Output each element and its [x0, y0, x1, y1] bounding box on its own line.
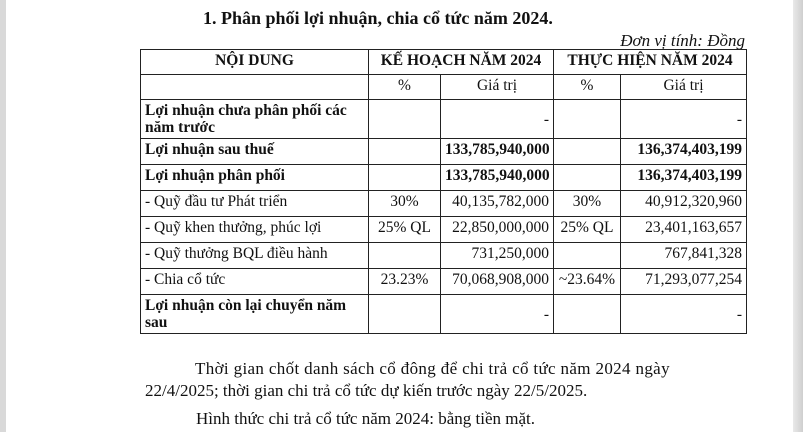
table-row	[141, 217, 747, 243]
plan-pct: 25% QL	[369, 217, 441, 243]
actual-value: 767,841,328	[621, 243, 747, 269]
table-subheader-row	[141, 75, 747, 100]
subheader-plan-value: Giá trị	[441, 75, 554, 100]
actual-value: 40,912,320,960	[621, 191, 747, 217]
actual-value: -	[621, 100, 747, 139]
header-content: NỘI DUNG	[141, 50, 369, 75]
viewer-scrollbar[interactable]	[793, 0, 803, 432]
plan-pct	[369, 139, 441, 165]
subheader-empty	[141, 75, 369, 100]
row-label: - Quỹ đầu tư Phát triển	[141, 191, 369, 217]
table-row	[141, 191, 747, 217]
plan-value: 70,068,908,000	[441, 269, 554, 295]
viewer-left-edge	[0, 0, 6, 432]
plan-value: 133,785,940,000	[441, 139, 554, 165]
plan-pct	[369, 295, 441, 334]
actual-value: 136,374,403,199	[621, 139, 747, 165]
plan-value: -	[441, 295, 554, 334]
plan-pct	[369, 100, 441, 139]
table-row	[141, 243, 747, 269]
plan-value: 133,785,940,000	[441, 165, 554, 191]
actual-pct: 30%	[554, 191, 621, 217]
header-plan: KẾ HOẠCH NĂM 2024	[369, 50, 554, 75]
row-label: - Chia cổ tức	[141, 269, 369, 295]
actual-value: -	[621, 295, 747, 334]
actual-pct	[554, 295, 621, 334]
actual-pct	[554, 165, 621, 191]
actual-pct: ~23.64%	[554, 269, 621, 295]
actual-pct	[554, 100, 621, 139]
plan-pct	[369, 243, 441, 269]
payment-date-paragraph-line1: Thời gian chốt danh sách cổ đông để chi trả cổ tức năm 2024 ngày	[195, 359, 670, 378]
payment-method-paragraph: Hình thức chi trả cổ tức năm 2024: bằng tiền mặt.	[196, 409, 535, 428]
unit-note: Đơn vị tính: Đồng	[620, 31, 745, 50]
payment-date-paragraph-line2: 22/4/2025; thời gian chi trả cổ tức dự kiến trước ngày 22/5/2025.	[145, 381, 588, 400]
plan-value: 22,850,000,000	[441, 217, 554, 243]
plan-pct: 23.23%	[369, 269, 441, 295]
plan-pct	[369, 165, 441, 191]
section-heading: 1. Phân phối lợi nhuận, chia cổ tức năm 2024.	[203, 8, 553, 28]
header-actual: THỰC HIỆN NĂM 2024	[554, 50, 747, 75]
table-row	[141, 139, 747, 165]
plan-value: 40,135,782,000	[441, 191, 554, 217]
table-row	[141, 100, 747, 139]
subheader-plan-pct: %	[369, 75, 441, 100]
table-row	[141, 295, 747, 334]
actual-value: 23,401,163,657	[621, 217, 747, 243]
actual-pct	[554, 243, 621, 269]
subheader-actual-pct: %	[554, 75, 621, 100]
row-label: - Quỹ khen thưởng, phúc lợi	[141, 217, 369, 243]
profit-distribution-table	[140, 49, 747, 334]
plan-value: -	[441, 100, 554, 139]
row-label: Lợi nhuận phân phối	[141, 165, 369, 191]
subheader-actual-value: Giá trị	[621, 75, 747, 100]
actual-pct	[554, 139, 621, 165]
row-label: Lợi nhuận chưa phân phối các năm trước	[141, 100, 369, 139]
row-label: Lợi nhuận còn lại chuyển năm sau	[141, 295, 369, 334]
table-row	[141, 269, 747, 295]
row-label: Lợi nhuận sau thuế	[141, 139, 369, 165]
plan-value: 731,250,000	[441, 243, 554, 269]
table-row	[141, 165, 747, 191]
row-label: - Quỹ thưởng BQL điều hành	[141, 243, 369, 269]
table-header-row	[141, 50, 747, 75]
plan-pct: 30%	[369, 191, 441, 217]
actual-value: 71,293,077,254	[621, 269, 747, 295]
actual-pct: 25% QL	[554, 217, 621, 243]
actual-value: 136,374,403,199	[621, 165, 747, 191]
